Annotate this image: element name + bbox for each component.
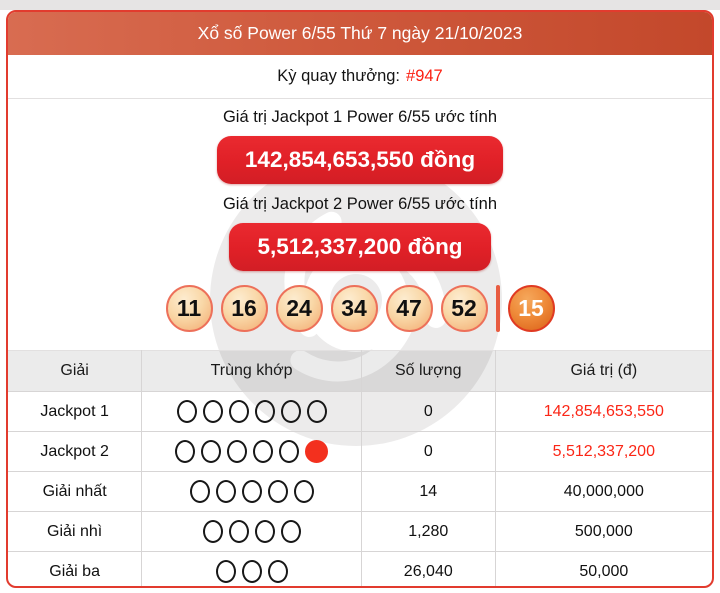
match-circle-icon [268, 560, 288, 583]
prize-name: Jackpot 1 [8, 392, 142, 432]
prize-value: 40,000,000 [495, 472, 712, 512]
prize-table-header-row [8, 351, 712, 392]
match-pattern [142, 392, 362, 432]
prize-name: Giải nhất [8, 472, 142, 512]
match-circle-icon [255, 400, 275, 423]
match-circle-icon [281, 400, 301, 423]
match-circle-icon [279, 440, 299, 463]
prize-name: Jackpot 2 [8, 432, 142, 472]
match-circle-icon [203, 520, 223, 543]
page-title-bar [8, 12, 712, 55]
match-circle-icon [255, 520, 275, 543]
main-number-ball: 11 [166, 285, 213, 332]
match-circle-icon [227, 440, 247, 463]
jackpot2-value-button[interactable]: 5,512,337,200 đồng [229, 223, 491, 271]
match-pattern [142, 432, 362, 472]
header-count: Số lượng [361, 351, 495, 392]
match-pattern [142, 472, 362, 512]
header-value: Giá trị (đ) [495, 351, 712, 392]
table-row [8, 392, 712, 432]
page-title: Xổ số Power 6/55 Thứ 7 ngày 21/10/2023 [197, 23, 523, 43]
jackpot1-label: Giá trị Jackpot 1 Power 6/55 ước tính [222, 108, 498, 126]
match-circle-icon [203, 400, 223, 423]
prize-value: 500,000 [495, 512, 712, 552]
jackpot1-value-button[interactable]: 142,854,653,550 đồng [217, 136, 503, 184]
winner-count: 14 [361, 472, 495, 512]
table-row [8, 432, 712, 472]
match-circle-icon [294, 480, 314, 503]
match-circle-icon [242, 560, 262, 583]
match-pattern [142, 552, 362, 589]
match-circle-icon [229, 520, 249, 543]
match-circle-icon [216, 480, 236, 503]
prize-value: 50,000 [495, 552, 712, 589]
winner-count: 0 [361, 392, 495, 432]
table-row [8, 472, 712, 512]
match-circle-icon [307, 400, 327, 423]
winner-count: 1,280 [361, 512, 495, 552]
match-circle-icon [201, 440, 221, 463]
prize-value: 5,512,337,200 [495, 432, 712, 472]
main-number-ball: 52 [441, 285, 488, 332]
match-circle-special-icon [305, 440, 328, 463]
match-circle-icon [175, 440, 195, 463]
main-number-ball: 16 [221, 285, 268, 332]
prize-table-body [8, 392, 712, 589]
match-circle-icon [253, 440, 273, 463]
ball-divider [496, 285, 500, 332]
match-circle-icon [281, 520, 301, 543]
power-number-ball: 15 [508, 285, 555, 332]
table-row [8, 512, 712, 552]
table-row [8, 552, 712, 589]
match-circle-icon [216, 560, 236, 583]
main-number-ball: 24 [276, 285, 323, 332]
main-number-ball: 34 [331, 285, 378, 332]
match-circle-icon [190, 480, 210, 503]
winner-count: 0 [361, 432, 495, 472]
draw-period-label: Kỳ quay thưởng: [277, 67, 401, 85]
match-circle-icon [268, 480, 288, 503]
draw-period-number: #947 [406, 67, 443, 85]
header-match: Trùng khớp [142, 351, 362, 392]
winning-numbers [8, 284, 712, 332]
header-prize: Giải [8, 351, 142, 392]
main-number-ball: 47 [386, 285, 433, 332]
page-background-strip [0, 0, 720, 10]
prize-name: Giải ba [8, 552, 142, 589]
match-circle-icon [242, 480, 262, 503]
prize-name: Giải nhì [8, 512, 142, 552]
lottery-result-card [6, 10, 714, 588]
match-circle-icon [229, 400, 249, 423]
draw-period-row [8, 55, 712, 99]
prize-table [8, 350, 712, 588]
prize-value: 142,854,653,550 [495, 392, 712, 432]
jackpot2-label: Giá trị Jackpot 2 Power 6/55 ước tính [222, 195, 498, 213]
match-circle-icon [177, 400, 197, 423]
winner-count: 26,040 [361, 552, 495, 589]
match-pattern [142, 512, 362, 552]
